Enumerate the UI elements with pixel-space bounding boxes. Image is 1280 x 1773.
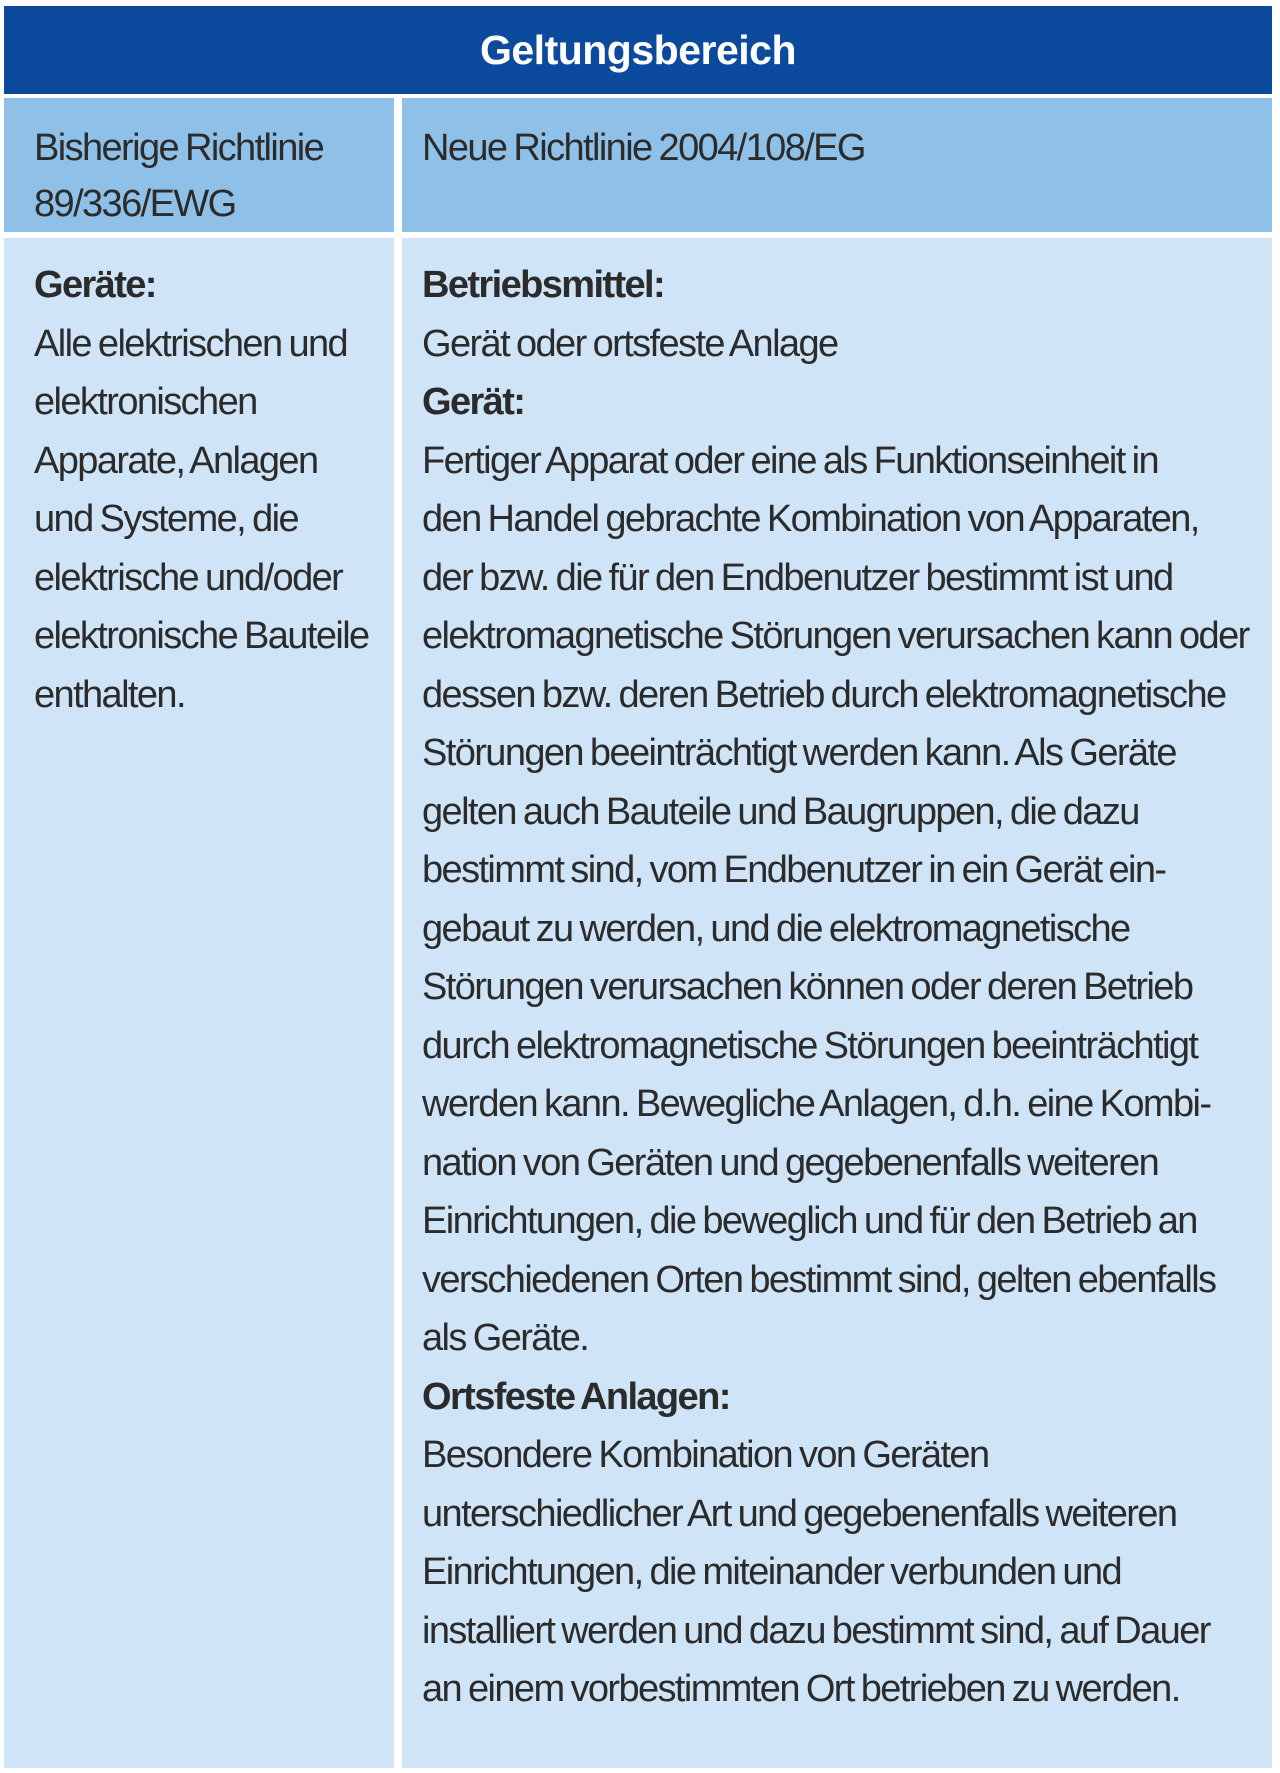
text-line: verschiedenen Orten bestimmt sind, gelten ebenfalls (422, 1258, 1216, 1301)
text-line: als Geräte. (422, 1317, 589, 1359)
scope-comparison-table (4, 6, 1272, 1768)
text-line: Apparate, Anlagen (34, 439, 318, 482)
previous-directive-cell (4, 238, 394, 1768)
header-previous-directive-line: Bisherige Richtlinie (34, 127, 324, 169)
header-previous-directive (4, 98, 394, 232)
text-line: werden kann. Bewegliche Anlagen, d.h. eine Kombi- (422, 1083, 1211, 1125)
text-line: gebaut zu werden, und die elektromagnetische (422, 907, 1130, 950)
header-previous-directive-line: 89/336/EWG (34, 183, 236, 225)
header-new-directive (402, 98, 1272, 232)
term-geraete: Geräte: (34, 264, 156, 306)
text-line: der bzw. die für den Endbenutzer bestimmt ist und (422, 556, 1173, 599)
text-line: Einrichtungen, die beweglich und für den Betrieb an (422, 1200, 1197, 1242)
text-line: bestimmt sind, vom Endbenutzer in ein Gerät ein- (422, 849, 1166, 891)
term-betriebsmittel: Betriebsmittel: (422, 264, 665, 306)
text-line: Störungen verursachen können oder deren Betrieb (422, 966, 1193, 1008)
text-line: Fertiger Apparat oder eine als Funktionseinheit in (422, 439, 1159, 482)
text-line: elektromagnetische Störungen verursachen kann oder (422, 615, 1249, 657)
text-line: Störungen beeinträchtigt werden kann. Als Geräte (422, 732, 1176, 774)
text-line: elektronische Bauteile (34, 615, 369, 657)
text-line: Alle elektrischen und (34, 322, 348, 365)
definition-betriebsmittel: Gerät oder ortsfeste Anlage (422, 322, 838, 365)
new-directive-cell (402, 238, 1272, 1768)
text-line: durch elektromagnetische Störungen beeinträchtigt (422, 1024, 1198, 1067)
text-line: elektrische und/oder (34, 556, 343, 599)
text-line: gelten auch Bauteile und Baugruppen, die dazu (422, 790, 1139, 833)
term-ortsfeste-anlagen: Ortsfeste Anlagen: (422, 1375, 730, 1418)
term-geraet: Gerät: (422, 381, 525, 423)
text-line: dessen bzw. deren Betrieb durch elektromagnetische (422, 673, 1226, 716)
text-line: und Systeme, die (34, 498, 299, 540)
table-title: Geltungsbereich (4, 6, 1272, 94)
text-line: elektronischen (34, 381, 257, 423)
text-line: nation von Geräten und gegebenenfalls weiteren (422, 1141, 1159, 1184)
text-line: den Handel gebrachte Kombination von Apparaten, (422, 498, 1199, 540)
text-line: an einem vorbestimmten Ort betrieben zu werden. (422, 1668, 1180, 1710)
header-new-directive-label: Neue Richtlinie 2004/108/EG (422, 127, 865, 169)
text-line: enthalten. (34, 673, 185, 716)
text-line: installiert werden und dazu bestimmt sind, auf Dauer (422, 1609, 1210, 1652)
text-line: Besondere Kombination von Geräten (422, 1434, 989, 1476)
text-line: Einrichtungen, die miteinander verbunden und (422, 1551, 1122, 1593)
text-line: unterschiedlicher Art und gegebenenfalls weiteren (422, 1492, 1177, 1535)
